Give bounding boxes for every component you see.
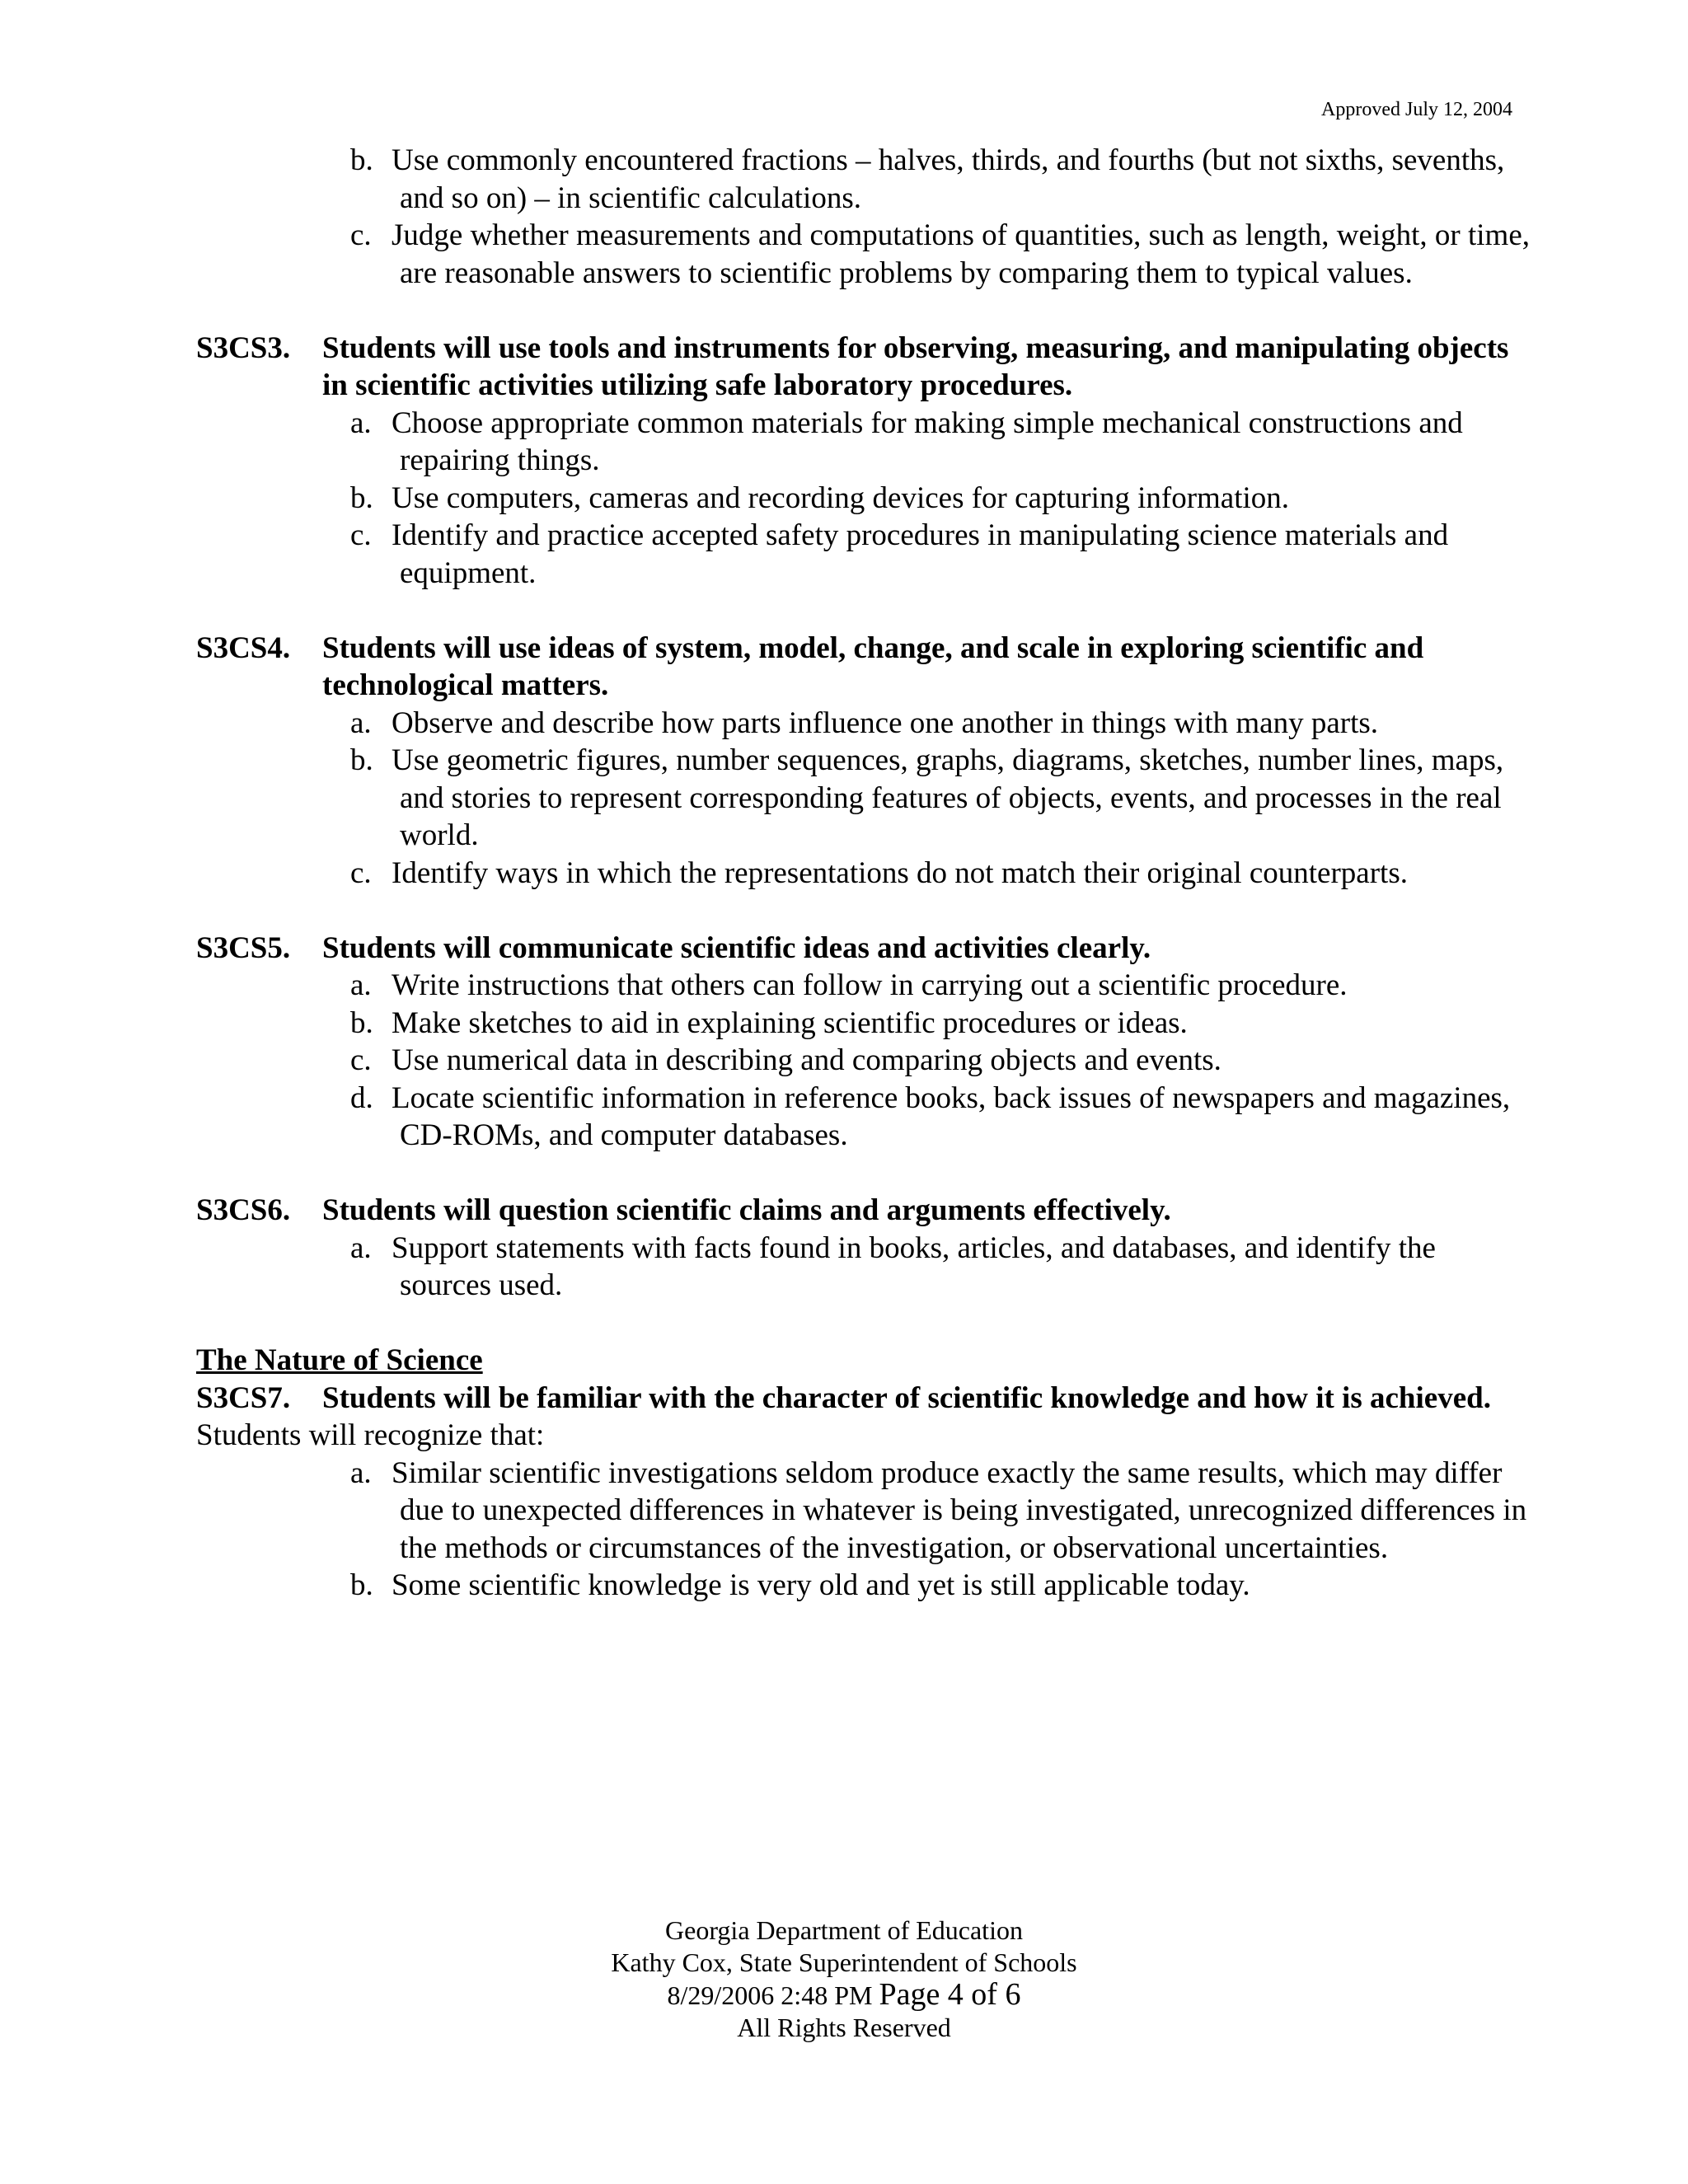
item-letter: c.	[350, 218, 372, 252]
standard-title	[196, 330, 1531, 405]
standard-title-text: Students will use ideas of system, model, change, and scale in exploring scientific and technological matters.	[322, 630, 1424, 702]
item-letter: c.	[350, 855, 372, 890]
item-text: Identify ways in which the representations do not match their original counterparts.	[392, 855, 1408, 890]
item-letter: b.	[350, 1568, 373, 1602]
standard-code: S3CS6.	[196, 1193, 291, 1227]
approved-date: Approved July 12, 2004	[1321, 99, 1512, 120]
item-letter: b.	[350, 1005, 373, 1040]
section-nature-of-science	[196, 1342, 1531, 1605]
list-item	[196, 742, 1531, 855]
page-footer	[0, 1915, 1688, 2044]
item-letter: c.	[350, 1043, 372, 1077]
footer-organization: Georgia Department of Education	[665, 1915, 1023, 1945]
footer-rights: All Rights Reserved	[737, 2013, 951, 2042]
standard-title	[196, 1380, 1531, 1418]
list-item	[196, 480, 1531, 518]
standard-code: S3CS4.	[196, 630, 291, 665]
item-letter: a.	[350, 405, 372, 440]
footer-superintendent: Kathy Cox, State Superintendent of Schools	[611, 1947, 1077, 1977]
standard-s3cs6	[196, 1192, 1531, 1305]
list-item	[196, 517, 1531, 592]
standard-title-text: Students will be familiar with the character of scientific knowledge and how it is achieved.	[322, 1380, 1491, 1415]
item-text: Use commonly encountered fractions – halves, thirds, and fourths (but not sixths, sevenths, and so on) – in scientific calculations.	[392, 143, 1505, 215]
item-text: Identify and practice accepted safety procedures in manipulating science materials and equipment.	[392, 518, 1449, 590]
standard-title	[196, 930, 1531, 968]
item-text: Write instructions that others can follow in carrying out a scientific procedure.	[392, 968, 1348, 1002]
list-item	[196, 855, 1531, 893]
intro-list	[196, 142, 1531, 292]
item-text: Locate scientific information in reference books, back issues of newspapers and magazines, CD-ROMs, and computer databases.	[392, 1080, 1511, 1152]
item-text: Judge whether measurements and computations of quantities, such as length, weight, or time, are reasonable answers to scientific problems by comparing them to typical values.	[392, 218, 1531, 290]
section-heading: The Nature of Science	[196, 1343, 483, 1377]
item-letter: c.	[350, 518, 372, 552]
standard-title	[196, 630, 1531, 705]
item-text: Use geometric figures, number sequences, graphs, diagrams, sketches, number lines, maps, and stories to represent corresponding features of objects, events, and processes in the real world.	[392, 743, 1504, 852]
item-text: Support statements with facts found in books, articles, and databases, and identify the sources used.	[392, 1230, 1436, 1302]
standard-s3cs5	[196, 930, 1531, 1155]
list-item	[196, 405, 1531, 480]
item-text: Use numerical data in describing and comparing objects and events.	[392, 1043, 1221, 1077]
standard-title-text: Students will communicate scientific ideas and activities clearly.	[322, 930, 1151, 965]
list-item	[196, 1455, 1531, 1568]
item-text: Similar scientific investigations seldom produce exactly the same results, which may differ due to unexpected differences in whatever is being investigated, unrecognized differences in the methods or circumstances of the investigation, or observational uncertainties.	[392, 1455, 1527, 1565]
item-text: Use computers, cameras and recording devices for capturing information.	[392, 480, 1290, 515]
list-item	[196, 1230, 1531, 1305]
item-letter: a.	[350, 968, 372, 1002]
standard-title-text: Students will question scientific claims and arguments effectively.	[322, 1193, 1171, 1227]
list-item	[196, 217, 1531, 292]
standard-code: S3CS5.	[196, 930, 291, 965]
standard-code: S3CS7.	[196, 1380, 291, 1415]
page-number: Page 4 of 6	[879, 1977, 1021, 2012]
list-item	[196, 1080, 1531, 1155]
standard-title	[196, 1192, 1531, 1230]
item-letter: a.	[350, 705, 372, 740]
list-item	[196, 967, 1531, 1005]
standard-s3cs4	[196, 630, 1531, 893]
list-item	[196, 1005, 1531, 1043]
item-letter: a.	[350, 1230, 372, 1265]
standard-title-text: Students will use tools and instruments for observing, measuring, and manipulating objects in scientific activities utilizing safe laboratory procedures.	[322, 330, 1509, 402]
item-letter: d.	[350, 1080, 373, 1115]
item-text: Choose appropriate common materials for making simple mechanical constructions and repairing things.	[392, 405, 1463, 477]
standard-code: S3CS3.	[196, 330, 291, 365]
item-text: Observe and describe how parts influence one another in things with many parts.	[392, 705, 1379, 740]
footer-timestamp: 8/29/2006 2:48 PM	[667, 1980, 873, 2010]
item-text: Make sketches to aid in explaining scientific procedures or ideas.	[392, 1005, 1188, 1040]
list-item	[196, 1042, 1531, 1080]
item-text: Some scientific knowledge is very old and yet is still applicable today.	[392, 1568, 1250, 1602]
document-body	[196, 142, 1531, 1605]
item-letter: a.	[350, 1455, 372, 1490]
list-item	[196, 705, 1531, 743]
item-letter: b.	[350, 480, 373, 515]
list-item	[196, 1567, 1531, 1605]
item-letter: b.	[350, 143, 373, 177]
standard-s3cs3	[196, 330, 1531, 593]
lead-text: Students will recognize that:	[196, 1418, 545, 1452]
item-letter: b.	[350, 743, 373, 777]
list-item	[196, 142, 1531, 217]
footer-date-page	[0, 1979, 1688, 2012]
